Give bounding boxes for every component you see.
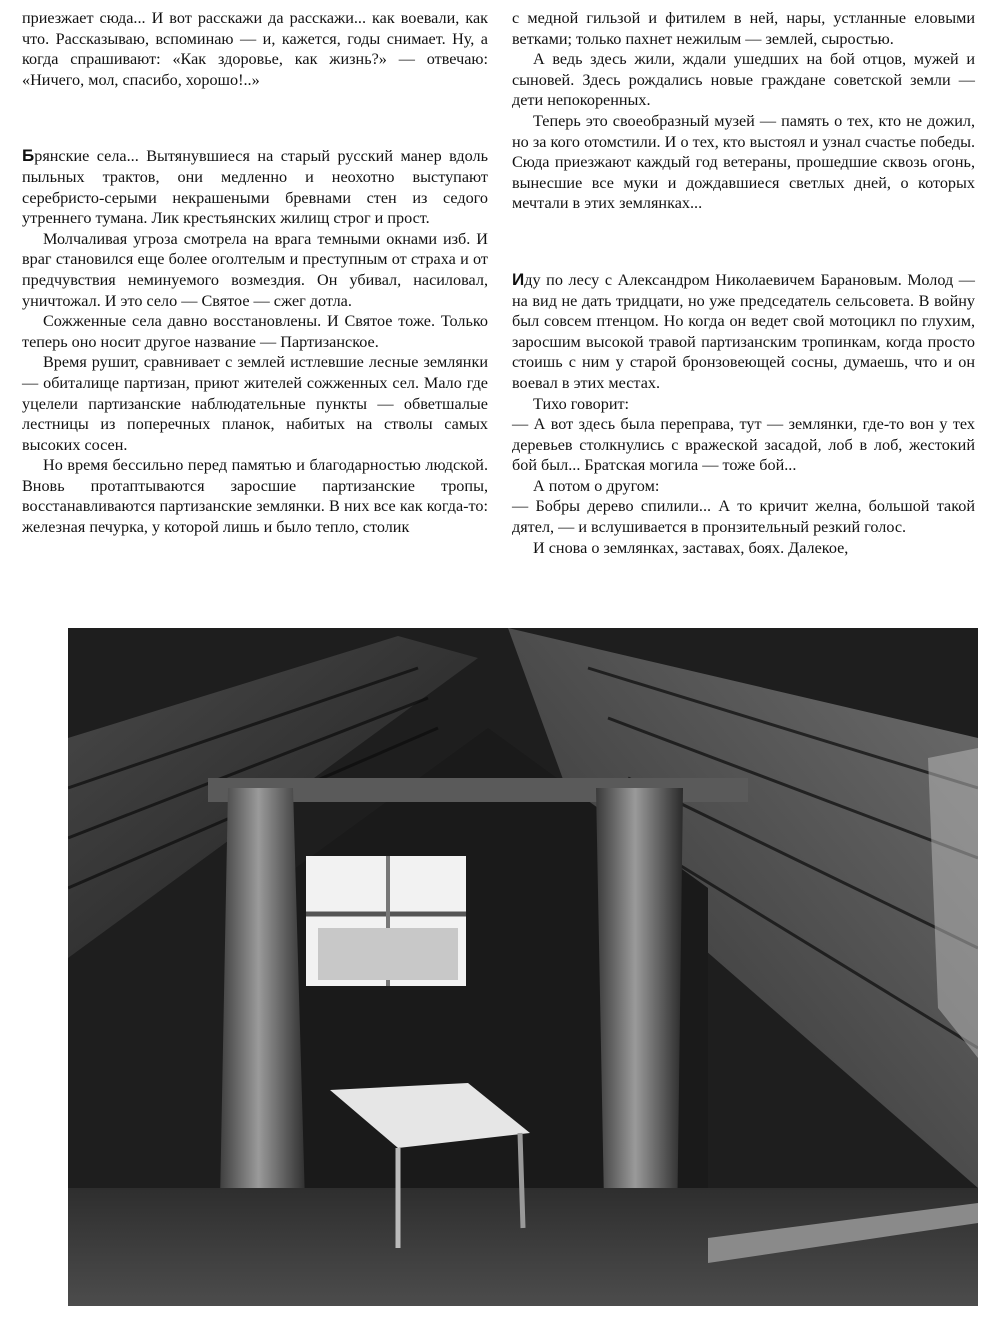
drop-cap: Б [22, 146, 35, 166]
dugout-photograph [68, 628, 978, 1306]
paragraph: — А вот здесь была переправа, тут — землянки, где-то вон у тех деревьев столкнулись с вражеской засадой, лоб в лоб, жестокий бой был... Братская могила — тоже бой... [512, 415, 975, 475]
paragraph: Теперь это своеобразный музей — память о тех, кто не дожил, но за кого отомстили. И о тех, кто выстоял и узнал счастье победы. Сюда приезжают каждый год ветераны, прошедшие сквозь огонь, вынесшие все муки и дождавшиеся светлых дней, о которых мечтали в этих землянках... [512, 111, 975, 213]
paragraph: Молчаливая угроза смотрела на врага темными окнами изб. И враг становился еще более оголтелым и преступным от страха и от предчувствия неминуемого возмездия. Он убивал, насиловал, уничтожал. И это село — Святое — сжег дотла. [22, 229, 488, 310]
paragraph-text: рянские села... Вытянувшиеся на старый русский манер вдоль пыльных трактов, они медленно и неохотно выступают серебристо-серыми некрашеными бревнами стен из седого утреннего тумана. Лик крестьянских жилищ строг и прост. [22, 147, 488, 228]
text-column-left [22, 8, 488, 538]
paragraph: приезжает сюда... И вот расскажи да расскажи... как воевали, как что. Рассказываю, вспоминаю — и, кажется, годы снимает. Ну, а когда спрашивают: «Как здоровье, как жизнь?» — отвечаю: «Ничего, мол, спасибо, хорошо!..» [22, 9, 488, 89]
dugout-photo-illustration [68, 628, 978, 1306]
paragraph-with-dropcap [22, 146, 488, 228]
paragraph: А потом о другом: [533, 476, 660, 495]
text-column-right [512, 8, 975, 558]
paragraph: Время рушит, сравнивает с землей истлевшие лесные землянки — обиталище партизан, приют жителей сожженных сел. Мало где уцелели партизанские наблюдательные пункты — обветшалые лестницы из поперечных планок, набитых на стволы самых высоких сосен. [22, 353, 488, 454]
paragraph: Но время бессильно перед памятью и благодарностью людской. Вновь протаптываются заросшие партизанские тропы, восстанавливаются партизанские землянки. В них все как когда-то: железная печурка, у которой лишь и было тепло, столик [22, 456, 488, 537]
paragraph-with-dropcap [512, 270, 975, 394]
paragraph: с медной гильзой и фитилем в ней, нары, устланные еловыми ветками; только пахнет нежилым — землей, сыростью. [512, 9, 975, 48]
paragraph: Тихо говорит: [533, 394, 630, 413]
paragraph: Сожженные села давно восстановлены. И Святое тоже. Только теперь оно носит другое название — Партизанское. [22, 312, 488, 351]
paragraph: А ведь здесь жили, ждали ушедших на бой отцов, мужей и сыновей. Здесь рождались новые граждане советской земли — дети непокоренных. [512, 50, 975, 110]
paragraph: — Бобры дерево спилили... А то кричит желна, большой такой дятел, — и вслушивается в пронзительный резкий голос. [512, 497, 975, 537]
paragraph-text: ду по лесу с Александром Николаевичем Барановым. Молод — на вид не дать тридцати, но уже председатель сельсовета. В войну был совсем птенцом. Но когда он ведет свой мотоцикл по глухим, заросшим высокой травой партизанским тропинкам, когда просто стоишь с ним у старой бронзовеющей сосны, думаешь, что и он воевал в этих местах. [512, 270, 975, 392]
drop-cap: И [512, 269, 525, 289]
paragraph: И снова о землянках, заставах, боях. Далекое, [533, 538, 849, 557]
